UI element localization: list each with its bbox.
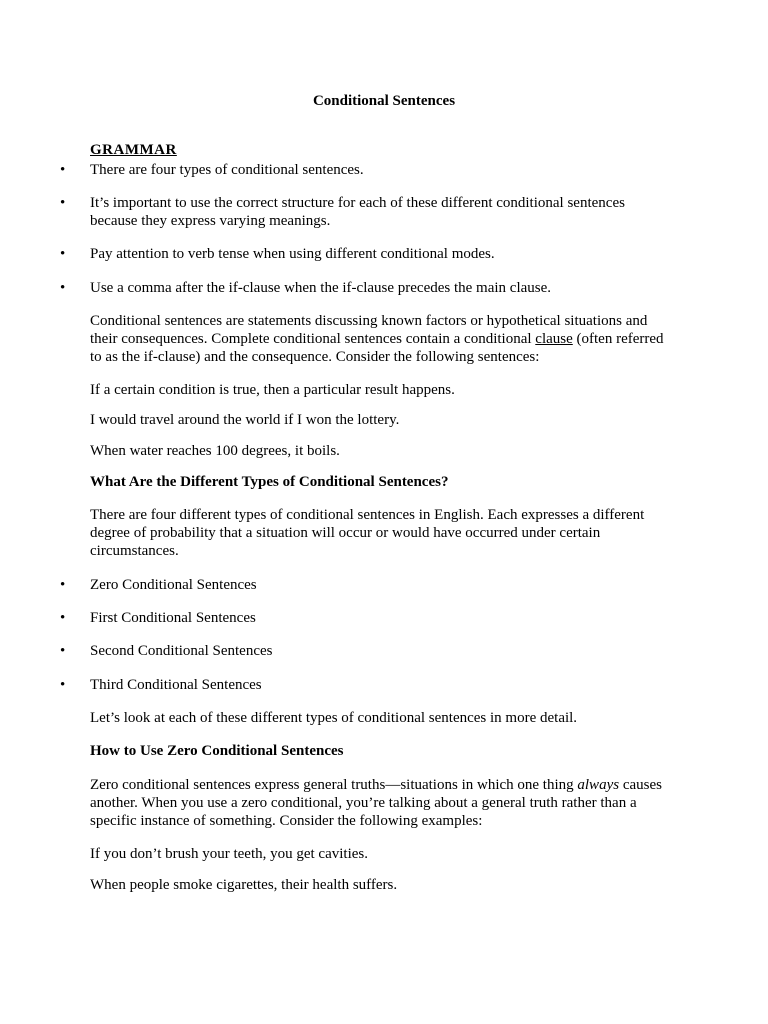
type-list-item: First Conditional Sentences bbox=[90, 610, 256, 626]
type-list-item: Second Conditional Sentences bbox=[90, 643, 273, 659]
bullet-item: Use a comma after the if-clause when the if-clause precedes the main clause. bbox=[90, 280, 552, 296]
bullet-dot: • bbox=[60, 246, 66, 262]
zero-intro-part1: Zero conditional sentences express general truths—situations in which one thing bbox=[90, 777, 578, 793]
example-sentence: When water reaches 100 degrees, it boils. bbox=[90, 443, 340, 459]
example-sentence: I would travel around the world if I won the lottery. bbox=[90, 412, 400, 428]
zero-intro-paragraph bbox=[90, 776, 670, 830]
zero-conditional-heading: How to Use Zero Conditional Sentences bbox=[90, 743, 344, 759]
emphasis-always: always bbox=[577, 777, 620, 793]
bullet-dot: • bbox=[60, 643, 66, 659]
bullet-dot: • bbox=[60, 677, 66, 693]
bullet-dot: • bbox=[60, 162, 66, 178]
type-list-item: Third Conditional Sentences bbox=[90, 677, 262, 693]
type-list-item: Zero Conditional Sentences bbox=[90, 577, 257, 593]
intro-text-part1: Conditional sentences are statements discussing known factors or hypothetical situations and their consequences. Complete conditional sentences contain a conditional bbox=[90, 313, 648, 347]
bullet-item: It’s important to use the correct structure for each of these different conditional sentences because they express varying meanings. bbox=[90, 195, 625, 229]
zero-intro-part2: causes another. When you use a zero conditional, you’re talking about a general truth rather than a specific instance of something. Consider the following examples: bbox=[90, 777, 662, 829]
bullet-dot: • bbox=[60, 195, 66, 211]
zero-example-sentence: When people smoke cigarettes, their health suffers. bbox=[90, 877, 398, 893]
bullet-dot: • bbox=[60, 280, 66, 296]
bullet-dot: • bbox=[60, 610, 66, 626]
example-sentence: If a certain condition is true, then a particular result happens. bbox=[90, 382, 455, 398]
zero-example-sentence: If you don’t brush your teeth, you get cavities. bbox=[90, 846, 368, 862]
clause-link[interactable]: clause bbox=[535, 331, 573, 347]
section-heading-grammar: GRAMMAR bbox=[90, 142, 177, 158]
intro-paragraph bbox=[90, 312, 675, 366]
document-title: Conditional Sentences bbox=[312, 93, 456, 109]
types-heading: What Are the Different Types of Conditional Sentences? bbox=[90, 474, 449, 490]
transition-sentence: Let’s look at each of these different types of conditional sentences in more detail. bbox=[90, 710, 578, 726]
intro-text-part2: (often referred to as the if-clause) and the consequence. Consider the following sentences: bbox=[90, 331, 664, 365]
bullet-item: Pay attention to verb tense when using different conditional modes. bbox=[90, 246, 495, 262]
bullet-dot: • bbox=[60, 577, 66, 593]
types-intro-paragraph: There are four different types of conditional sentences in English. Each expresses a different degree of probability that a situation will occur or would have occurred under certain circumstances. bbox=[90, 507, 645, 559]
bullet-item: There are four types of conditional sentences. bbox=[90, 162, 364, 178]
